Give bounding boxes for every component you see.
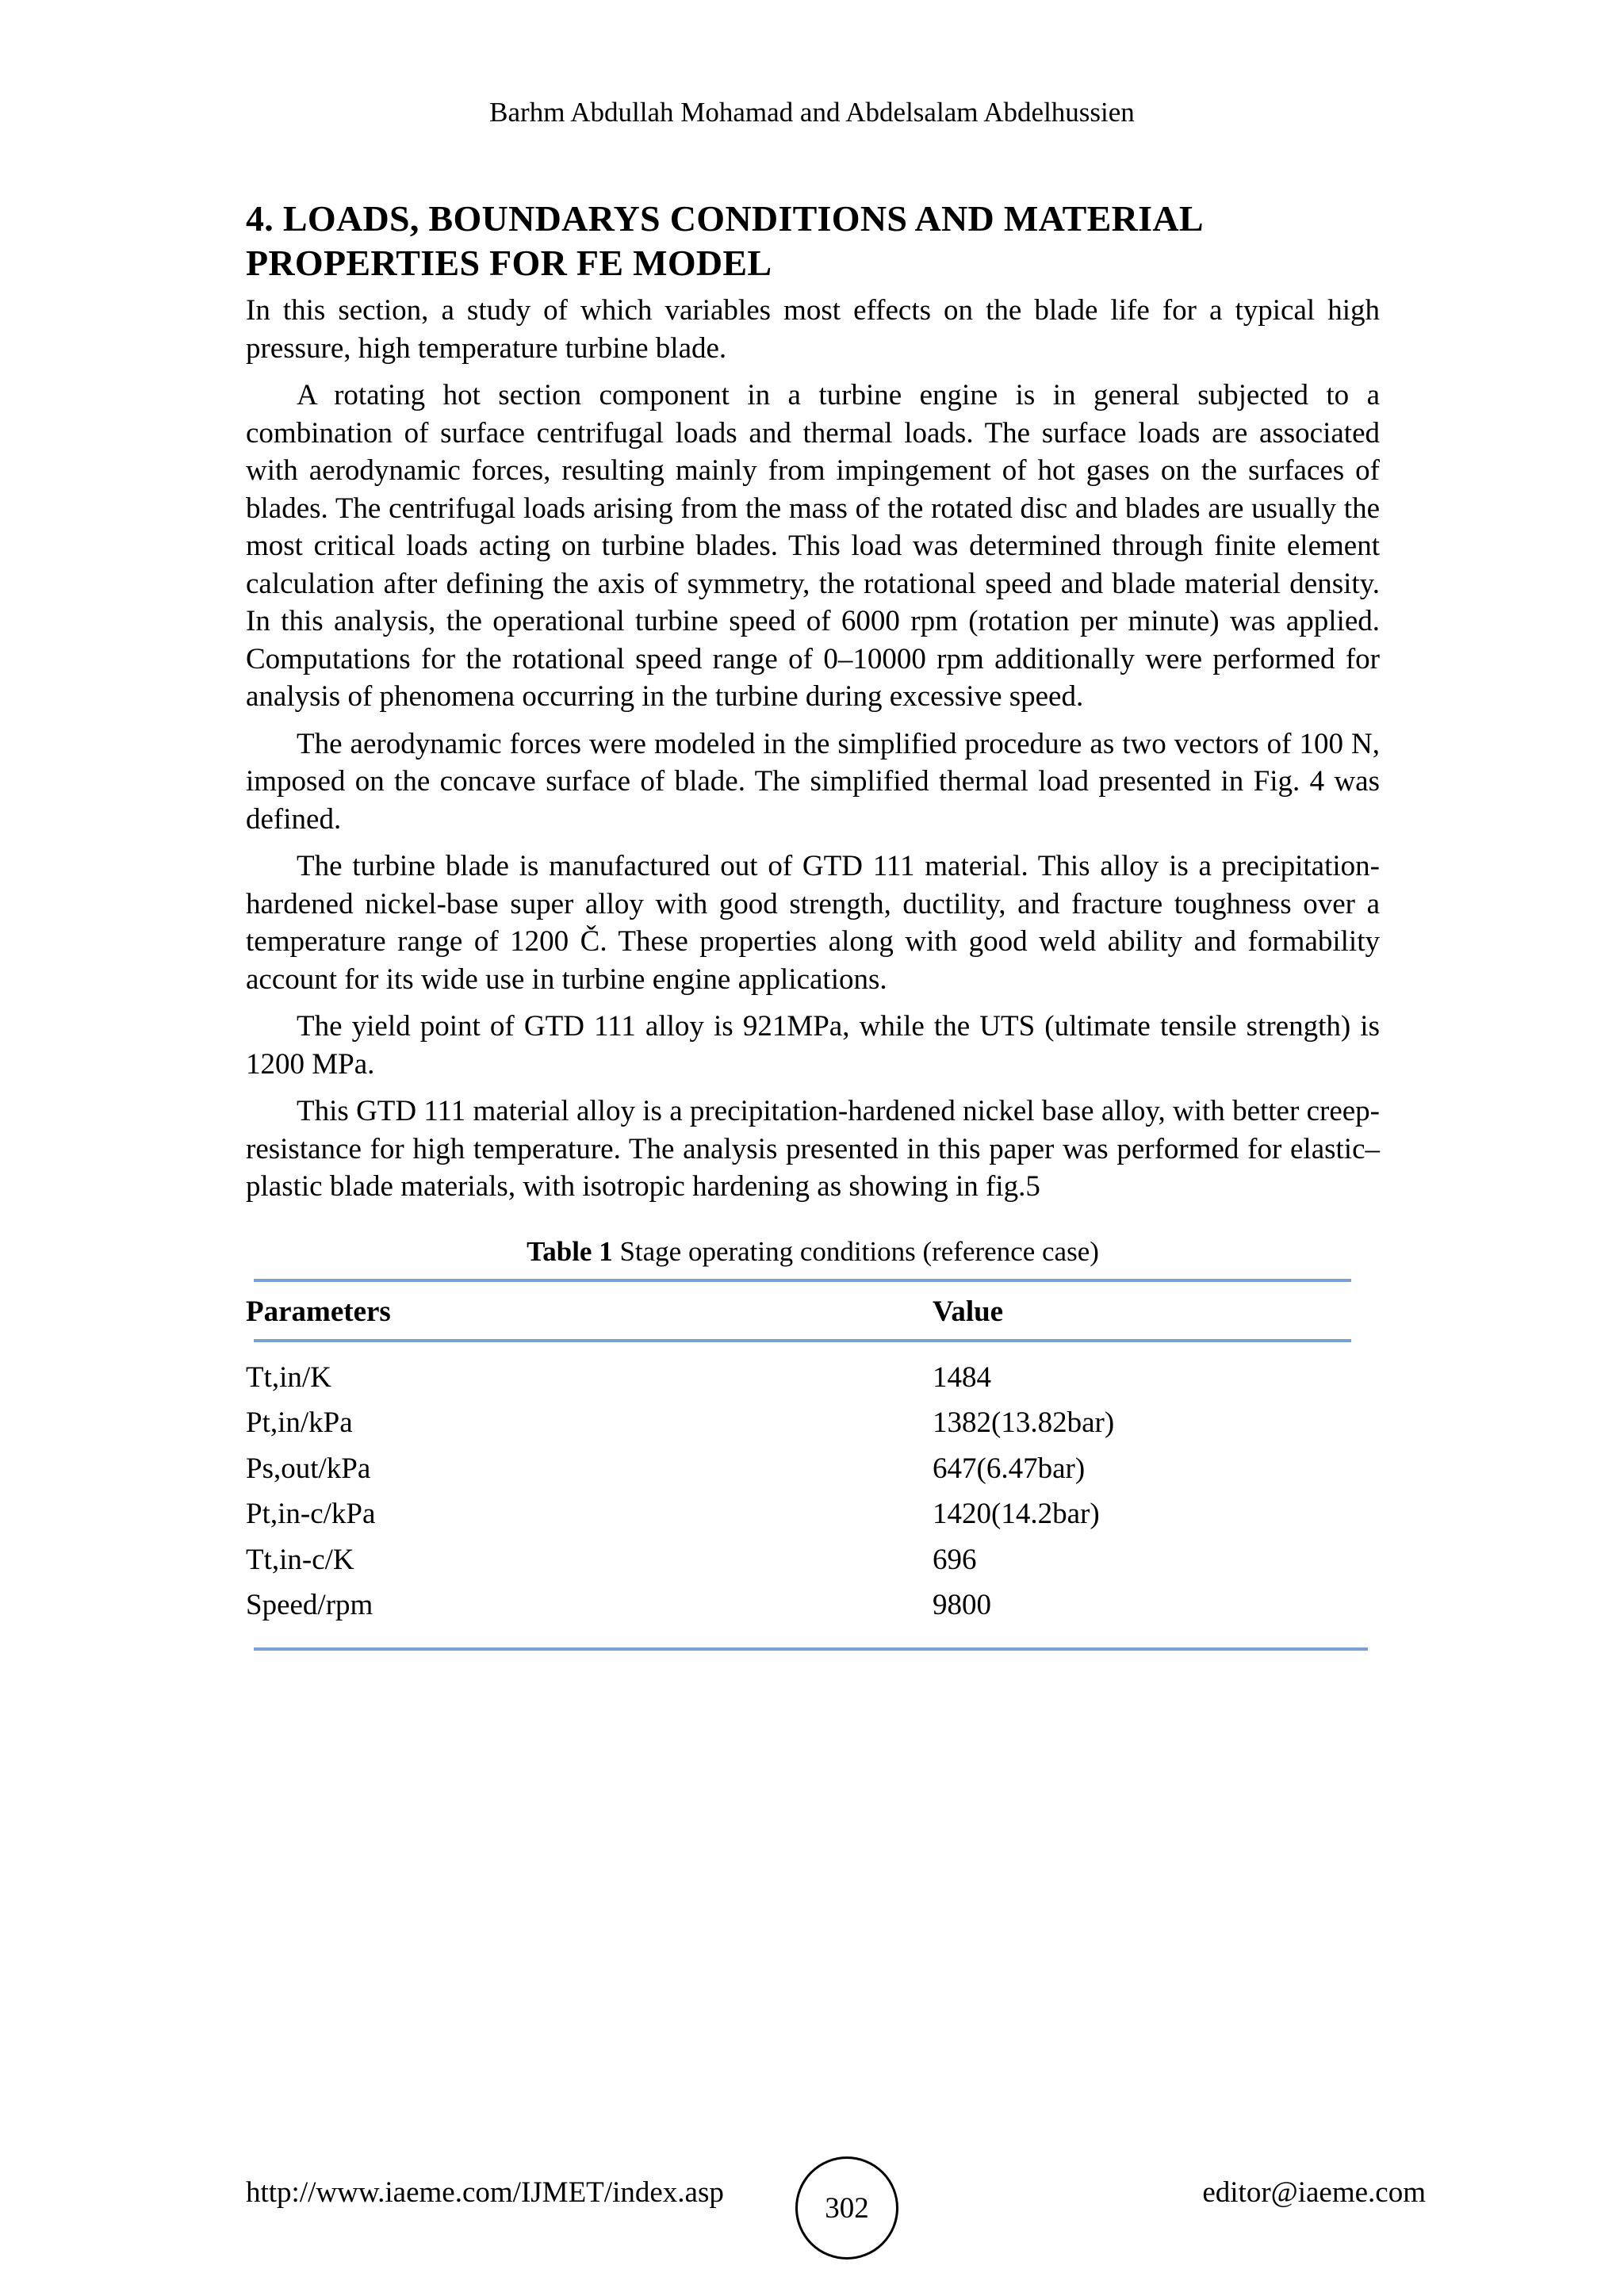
table-cell-value: 9800 [933,1589,991,1621]
paragraph-material: The turbine blade is manufactured out of GTD 111 material. This alloy is a precipitation-hardened nickel-base super alloy with good strength, ductility, and fracture toughness over a temperature range of 1200 Č. These properties along with good weld ability and formability account for its wide use in turbine engine applications. [246,850,1380,996]
table-row [246,1537,1343,1583]
paragraph-aerodynamic: The aerodynamic forces were modeled in the simplified procedure as two vectors of 100 N, imposed on the concave surface of blade. The simplified thermal load presented in Fig. 4 was defined. [246,727,1380,836]
table-cell-value: 1382(13.82bar) [933,1406,1115,1439]
operating-conditions-table [246,1282,1343,1339]
page-footer [0,2156,1624,2236]
table-caption-text: Stage operating conditions (reference case) [612,1235,1099,1267]
table-cell-value: 1420(14.2bar) [933,1498,1100,1530]
page-number-badge [795,2156,898,2260]
main-content [246,197,1380,1651]
section-heading-line2: PROPERTIES FOR FE MODEL [246,243,772,283]
table-row [246,1491,1343,1537]
table-cell-parameter: Ps,out/kPa [246,1452,371,1485]
table-cell-parameter: Tt,in-c/K [246,1543,354,1576]
table-row [246,1582,1343,1628]
footer-email-link[interactable]: editor@iaeme.com [1202,2176,1426,2209]
table-header-value: Value [933,1295,1004,1328]
table-cell-value: 647(6.47bar) [933,1452,1086,1485]
table-header-row [246,1282,1343,1339]
table-cell-value: 1484 [933,1360,991,1394]
paragraph-creep: This GTD 111 material alloy is a precipitation-hardened nickel base alloy, with better creep-resistance for high temperature. The analysis presented in this paper was performed for elastic–plastic blade materials, with isotropic hardening as showing in fig.5 [246,1095,1380,1203]
paragraph-intro: In this section, a study of which variables most effects on the blade life for a typical high pressure, high temperature turbine blade. [246,294,1380,365]
table-row [246,1342,1343,1401]
running-header: Barhm Abdullah Mohamad and Abdelsalam Abdelhussien [489,97,1135,128]
table-row [246,1400,1343,1446]
footer-url-link[interactable]: http://www.iaeme.com/IJMET/index.asp [246,2176,724,2209]
section-heading [246,197,1380,285]
table-cell-parameter: Speed/rpm [246,1589,373,1621]
table-row [246,1446,1343,1492]
table-bottom-rule [254,1647,1368,1651]
table-caption-label: Table 1 [527,1235,613,1267]
section-heading-line1: 4. LOADS, BOUNDARYS CONDITIONS AND MATERIAL [246,198,1204,239]
page-number: 302 [825,2191,869,2225]
paragraph-loads: A rotating hot section component in a turbine engine is in general subjected to a combination of surface centrifugal loads and thermal loads. The surface loads are associated with aerodynamic forces, resulting mainly from impingement of hot gases on the surfaces of blades. The centrifugal loads arising from the mass of the rotated disc and blades are usually the most critical loads acting on turbine blades. This load was determined through finite element calculation after defining the axis of symmetry, the rotational speed and blade material density. In this analysis, the operational turbine speed of 6000 rpm (rotation per minute) was applied. Computations for the rotational speed range of 0–10000 rpm additionally were performed for analysis of phenomena occurring in the turbine during excessive speed. [246,379,1380,713]
table-header-parameters: Parameters [246,1295,391,1328]
table-cell-parameter: Pt,in/kPa [246,1406,353,1439]
operating-conditions-table-body [246,1342,1343,1628]
table-cell-value: 696 [933,1543,977,1576]
table-caption [246,1234,1380,1269]
table-cell-parameter: Tt,in/K [246,1360,331,1394]
table-cell-parameter: Pt,in-c/kPa [246,1498,376,1530]
paragraph-yield: The yield point of GTD 111 alloy is 921MPa, while the UTS (ultimate tensile strength) is 1200 MPa. [246,1010,1380,1081]
